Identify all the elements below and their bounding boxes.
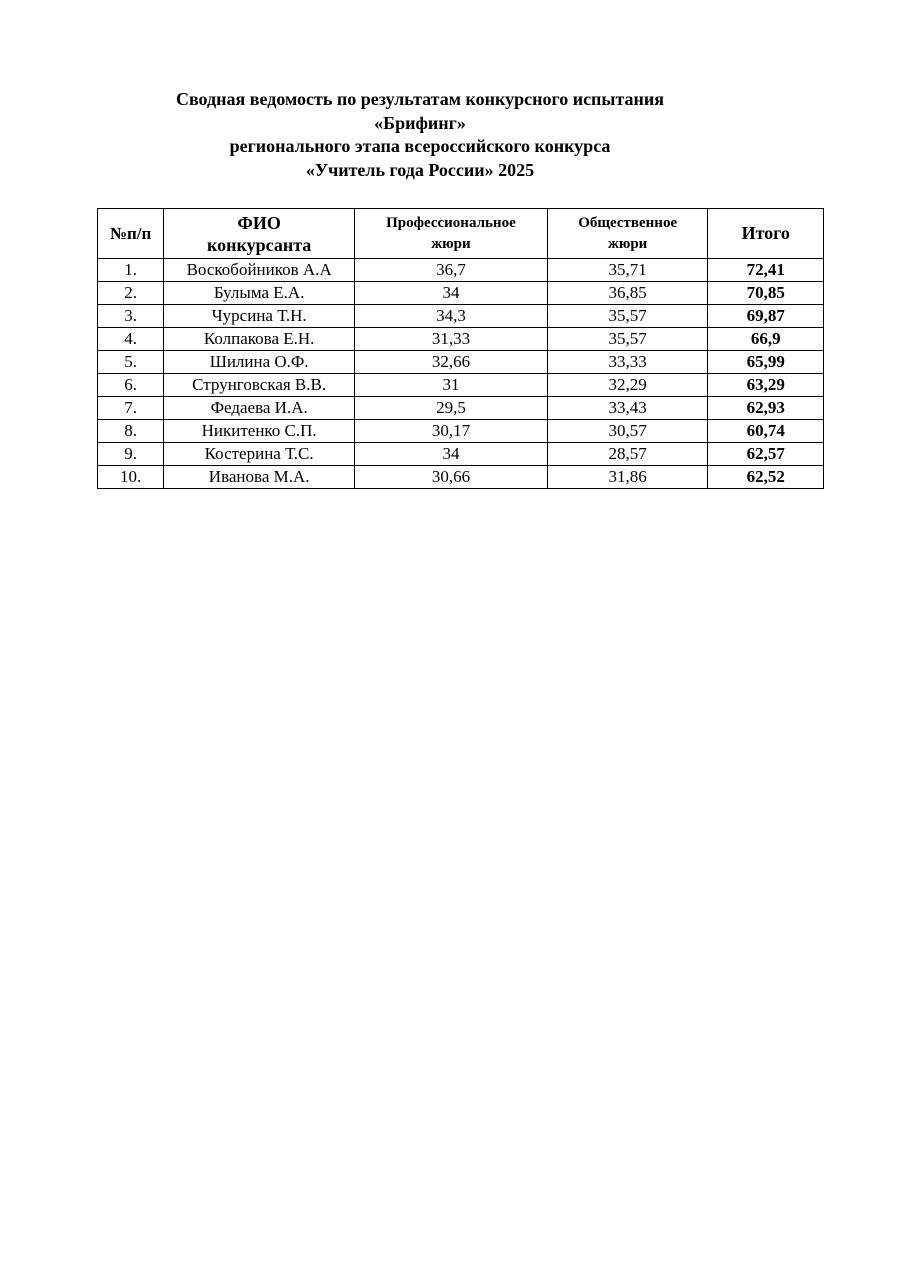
cell-name: Чурсина Т.Н. — [164, 305, 355, 328]
cell-total: 65,99 — [708, 351, 824, 374]
cell-total: 62,93 — [708, 397, 824, 420]
cell-num: 5. — [98, 351, 164, 374]
cell-total: 62,52 — [708, 466, 824, 489]
document-title — [0, 88, 840, 182]
cell-public-jury: 31,86 — [547, 466, 708, 489]
header-prof-line-1: Профессиональное — [386, 214, 516, 231]
cell-total: 72,41 — [708, 259, 824, 282]
cell-public-jury: 30,57 — [547, 420, 708, 443]
results-body — [98, 259, 824, 489]
table-row — [98, 374, 824, 397]
cell-name: Шилина О.Ф. — [164, 351, 355, 374]
cell-professional-jury: 29,5 — [355, 397, 548, 420]
header-prof-line-2: жюри — [431, 235, 471, 252]
cell-public-jury: 35,57 — [547, 328, 708, 351]
cell-name: Никитенко С.П. — [164, 420, 355, 443]
cell-public-jury: 32,29 — [547, 374, 708, 397]
table-row — [98, 397, 824, 420]
table-row — [98, 259, 824, 282]
cell-professional-jury: 34 — [355, 443, 548, 466]
cell-public-jury: 33,43 — [547, 397, 708, 420]
cell-num: 3. — [98, 305, 164, 328]
cell-name: Струнговская В.В. — [164, 374, 355, 397]
header-pub-line-2: жюри — [607, 235, 648, 252]
cell-professional-jury: 31,33 — [355, 328, 548, 351]
table-row — [98, 443, 824, 466]
cell-public-jury: 28,57 — [547, 443, 708, 466]
cell-public-jury: 35,57 — [547, 305, 708, 328]
header-total: Итого — [708, 209, 824, 259]
cell-public-jury: 33,33 — [547, 351, 708, 374]
cell-public-jury: 36,85 — [547, 282, 708, 305]
title-line-2: «Брифинг» — [374, 112, 466, 133]
header-num: №п/п — [98, 209, 164, 259]
header-name-line-2: конкурсанта — [207, 234, 312, 255]
cell-total: 62,57 — [708, 443, 824, 466]
cell-total: 63,29 — [708, 374, 824, 397]
header-public-jury — [547, 209, 708, 259]
cell-total: 60,74 — [708, 420, 824, 443]
cell-num: 4. — [98, 328, 164, 351]
table-row — [98, 305, 824, 328]
cell-num: 9. — [98, 443, 164, 466]
cell-professional-jury: 34 — [355, 282, 548, 305]
cell-name: Булыма Е.А. — [164, 282, 355, 305]
table-row — [98, 282, 824, 305]
table-row — [98, 351, 824, 374]
cell-total: 70,85 — [708, 282, 824, 305]
table-row — [98, 466, 824, 489]
cell-num: 8. — [98, 420, 164, 443]
cell-professional-jury: 31 — [355, 374, 548, 397]
cell-num: 10. — [98, 466, 164, 489]
title-line-3: регионального этапа всероссийского конкурса — [229, 136, 611, 156]
title-line-1: Сводная ведомость по результатам конкурсного испытания — [175, 89, 665, 109]
cell-name: Костерина Т.С. — [164, 443, 355, 466]
cell-professional-jury: 32,66 — [355, 351, 548, 374]
cell-name: Колпакова Е.Н. — [164, 328, 355, 351]
table-header-row — [98, 209, 824, 259]
cell-name: Иванова М.А. — [164, 466, 355, 489]
cell-public-jury: 35,71 — [547, 259, 708, 282]
cell-num: 6. — [98, 374, 164, 397]
cell-num: 7. — [98, 397, 164, 420]
header-name-line-1: ФИО — [237, 212, 281, 233]
cell-name: Воскобойников А.А — [164, 259, 355, 282]
cell-professional-jury: 30,66 — [355, 466, 548, 489]
cell-total: 69,87 — [708, 305, 824, 328]
cell-professional-jury: 34,3 — [355, 305, 548, 328]
cell-total: 66,9 — [708, 328, 824, 351]
cell-num: 1. — [98, 259, 164, 282]
header-professional-jury — [355, 209, 548, 259]
results-table — [97, 208, 824, 489]
cell-professional-jury: 36,7 — [355, 259, 548, 282]
table-row — [98, 420, 824, 443]
table-row — [98, 328, 824, 351]
header-pub-line-1: Общественное — [578, 214, 678, 231]
title-line-4: «Учитель года России» 2025 — [305, 159, 535, 180]
cell-num: 2. — [98, 282, 164, 305]
cell-professional-jury: 30,17 — [355, 420, 548, 443]
header-name — [164, 209, 355, 259]
cell-name: Федаева И.А. — [164, 397, 355, 420]
